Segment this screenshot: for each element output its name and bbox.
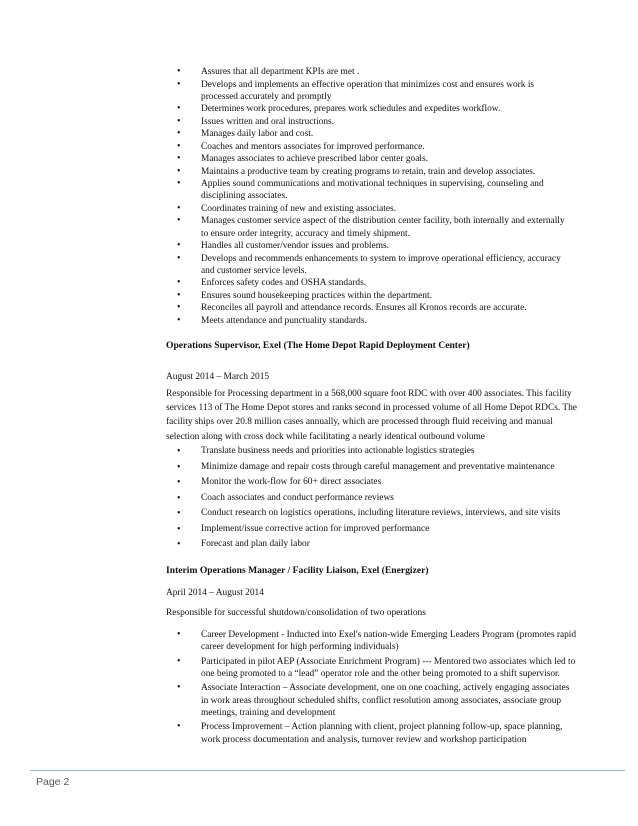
list-item: • Career Development - Inducted into Exel's nation-wide Emerging Leaders Program (promotes rapid career development for high performing individuals) xyxy=(177,629,577,654)
list-item: • Forecast and plan daily labor xyxy=(177,538,577,551)
list-item: • Manages customer service aspect of the distribution center facility, both internally and externally to ensure order integrity, accuracy and timely shipment. xyxy=(177,215,565,239)
list-item: • Enforces safety codes and OSHA standards. xyxy=(177,277,565,289)
list-item: • Coaches and mentors associates for improved performance. xyxy=(177,141,565,153)
footer-divider xyxy=(30,770,625,771)
list-item: • Manages associates to achieve prescribed labor center goals. xyxy=(177,153,565,165)
list-item: • Manages daily labor and cost. xyxy=(177,128,565,140)
list-item: • Handles all customer/vendor issues and problems. xyxy=(177,240,565,252)
list-item: • Associate Interaction – Associate development, one on one coaching, actively engaging associates in work areas throughout scheduled shifts, conflict resolution among associates, associate group meetings, training and development xyxy=(177,682,577,719)
list-item: • Coach associates and conduct performance reviews xyxy=(177,492,577,505)
job2-achievements-list xyxy=(177,629,577,748)
responsibilities-list xyxy=(177,66,565,327)
job-title-operations-supervisor: Operations Supervisor, Exel (The Home Depot Rapid Deployment Center) xyxy=(166,340,470,351)
job-description: Responsible for successful shutdown/consolidation of two operations xyxy=(166,608,426,618)
list-item: • Assures that all department KPIs are met . xyxy=(177,66,565,78)
list-item: • Coordinates training of new and existing associates. xyxy=(177,203,565,215)
list-item: • Implement/issue corrective action for improved performance xyxy=(177,523,577,536)
list-item: • Process Improvement – Action planning with client, project planning follow-up, space planning, work process documentation and analysis, turnover review and workshop participation xyxy=(177,721,577,746)
list-item: • Reconciles all payroll and attendance records. Ensures all Kronos records are accurate. xyxy=(177,302,565,314)
list-item: • Minimize damage and repair costs through careful management and preventative maintenance xyxy=(177,461,577,474)
page-number: Page 2 xyxy=(36,776,70,788)
list-item: • Meets attendance and punctuality standards. xyxy=(177,315,565,327)
job-description: Responsible for Processing department in a 568,000 square foot RDC with over 400 associates. This facility services 113 of The Home Depot stores and ranks second in processed volume of all Home Depot RDCs. The facility ships over 20.8 million cases annually, which are processed through fluid receiving and manual selection along with cross dock while facilitating a nearly identical outbound volume xyxy=(166,389,577,442)
list-item: • Translate business needs and priorities into actionable logistics strategies xyxy=(177,445,577,458)
job-dates: April 2014 – August 2014 xyxy=(166,588,264,598)
list-item: • Develops and recommends enhancements to system to improve operational efficiency, accuracy and customer service levels. xyxy=(177,253,565,277)
job-dates: August 2014 – March 2015 xyxy=(166,372,270,382)
job1-duties-list xyxy=(177,445,577,554)
list-item: • Maintains a productive team by creating programs to retain, train and develop associates. xyxy=(177,166,565,178)
list-item: • Determines work procedures, prepares work schedules and expedites workflow. xyxy=(177,103,565,115)
list-item: • Issues written and oral instructions. xyxy=(177,116,565,128)
list-item: • Conduct research on logistics operations, including literature reviews, interviews, and site visits xyxy=(177,507,577,520)
list-item: • Monitor the work-flow for 60+ direct associates xyxy=(177,476,577,489)
list-item: • Ensures sound housekeeping practices within the department. xyxy=(177,290,565,302)
job-title-interim-operations-manager: Interim Operations Manager / Facility Liaison, Exel (Energizer) xyxy=(166,565,429,576)
list-item: • Applies sound communications and motivational techniques in supervising, counseling and disciplining associates. xyxy=(177,178,565,202)
list-item: • Participated in pilot AEP (Associate Enrichment Program) --- Mentored two associates which led to one being promoted to a “lead” operator role and the other being promoted to a shift supervisor. xyxy=(177,656,577,681)
list-item: • Develops and implements an effective operation that minimizes cost and ensures work is processed accurately and promptly xyxy=(177,79,565,103)
